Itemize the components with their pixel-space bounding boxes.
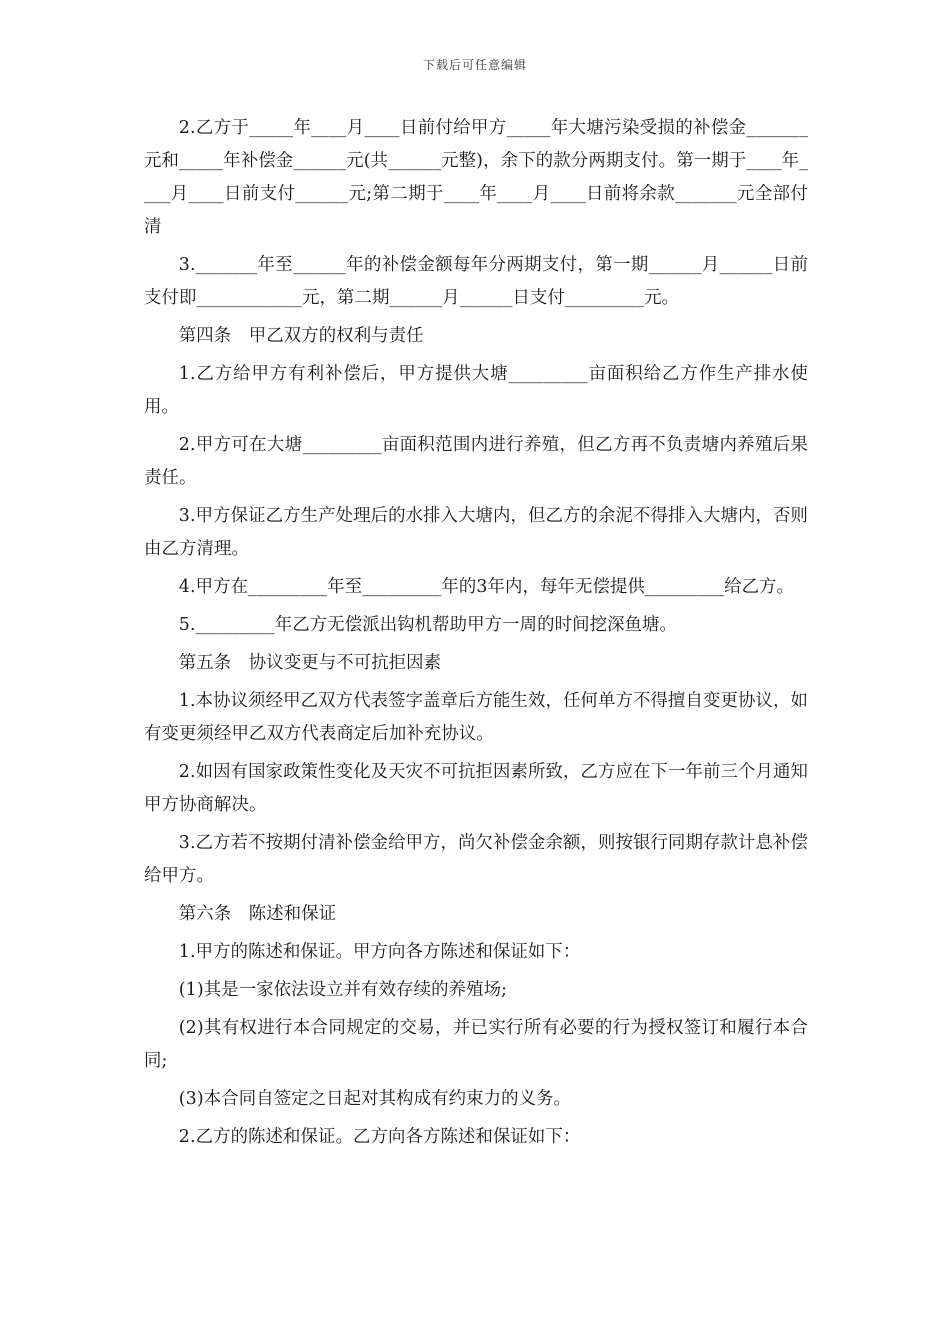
article-5-item-3: 3.乙方若不按期付清补偿金给甲方，尚欠补偿金余额，则按银行同期存款计息补偿给甲方。: [144, 833, 808, 886]
article-6-item-1-sub-2: (2)其有权进行本合同规定的交易，并已实行所有必要的行为授权签订和履行本合同;: [144, 1018, 808, 1071]
document-body: [144, 112, 808, 1159]
clause-3-item-2: 2.乙方于_____年____月____日前付给甲方_____年大塘污染受损的补偿金_______元和_____年补偿金______元(共______元整)，余下的款分两期支付。第一期于____年____月____日前支付______元;第二期于____年____月____日前将余款_______元全部付清: [144, 118, 808, 237]
article-5-heading: 第五条 协议变更与不可抗拒因素: [178, 653, 442, 673]
article-5-item-2: 2.如因有国家政策性变化及天灾不可抗拒因素所致，乙方应在下一年前三个月通知甲方协商解决。: [144, 762, 808, 815]
page-header-note: 下载后可任意编辑: [422, 58, 527, 72]
article-5-item-1: 1.本协议须经甲乙双方代表签字盖章后方能生效，任何单方不得擅自变更协议，如有变更须经甲乙双方代表商定后加补充协议。: [144, 691, 808, 744]
article-6-heading: 第六条 陈述和保证: [178, 904, 337, 924]
article-4-item-1: 1.乙方给甲方有利补偿后，甲方提供大塘_________亩面积给乙方作生产排水使用。: [144, 364, 808, 417]
article-6-item-1-sub-1: (1)其是一家依法设立并有效存续的养殖场;: [178, 980, 508, 1000]
article-4-item-2: 2.甲方可在大塘_________亩面积范围内进行养殖，但乙方再不负责塘内养殖后果责任。: [144, 435, 808, 488]
article-4-item-5: 5._________年乙方无偿派出钩机帮助甲方一周的时间挖深鱼塘。: [178, 615, 678, 635]
article-4-item-3: 3.甲方保证乙方生产处理后的水排入大塘内，但乙方的余泥不得排入大塘内，否则由乙方清理。: [144, 506, 808, 559]
clause-3-item-3: 3._______年至______年的补偿金额每年分两期支付，第一期______月______日前支付即____________元，第二期______月______日支付_________元。: [144, 255, 808, 308]
article-4-item-4: 4.甲方在_________年至_________年的3年内，每年无偿提供_________给乙方。: [178, 577, 795, 597]
article-6-item-2: 2.乙方的陈述和保证。乙方向各方陈述和保证如下：: [178, 1127, 581, 1147]
article-4-heading: 第四条 甲乙双方的权利与责任: [178, 326, 424, 346]
article-6-item-1: 1.甲方的陈述和保证。甲方向各方陈述和保证如下：: [178, 942, 581, 962]
article-6-item-1-sub-3: (3)本合同自签定之日起对其构成有约束力的义务。: [178, 1089, 572, 1109]
